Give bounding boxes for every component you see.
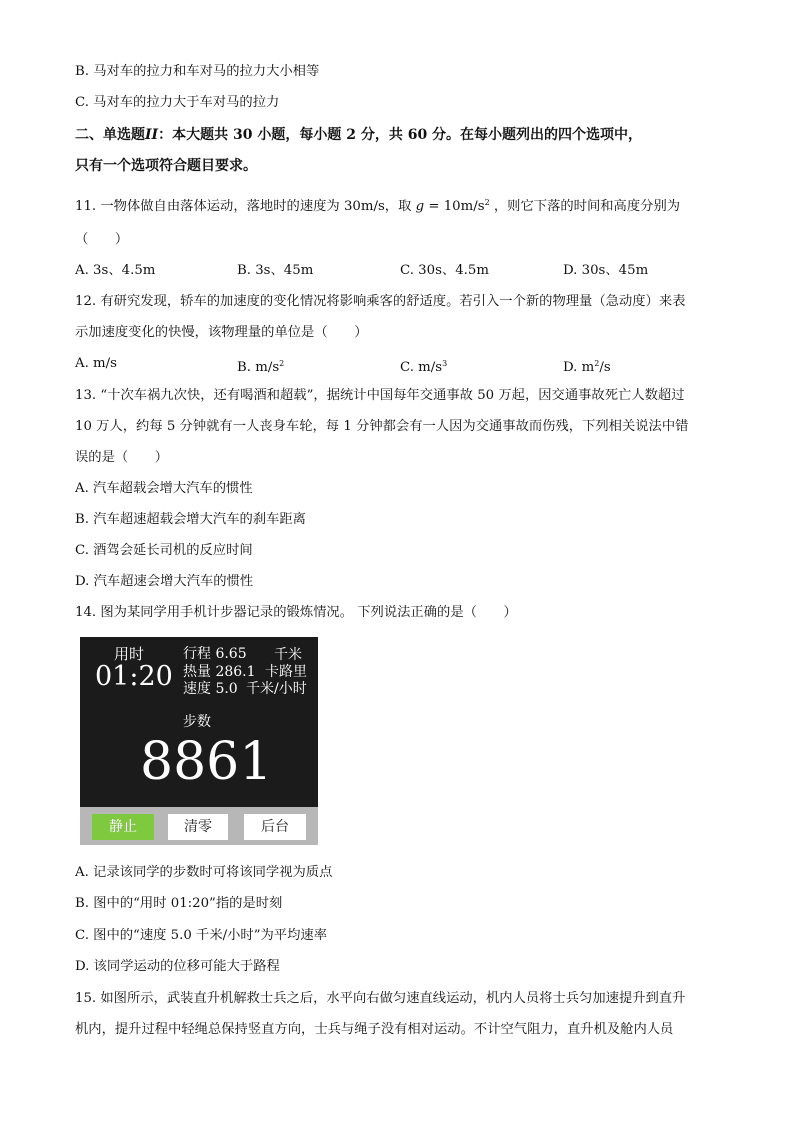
q13-option-c: C. 酒驾会延长司机的反应时间 xyxy=(75,543,253,558)
q15-stem-line1: 15. 如图所示，武装直升机解救士兵之后，水平向右做匀速直线运动，机内人员将士兵匀加速提升到直升 xyxy=(75,991,686,1006)
stop-button[interactable]: 静止 xyxy=(92,814,154,840)
q14-option-c: C. 图中的“速度 5.0 千米/小时”为平均速率 xyxy=(75,928,327,943)
calories-unit: 卡路里 xyxy=(265,664,307,680)
time-value: 01:20 xyxy=(95,661,173,692)
q11-stem-start: 11. 一物体做自由落体运动，落地时的速度为 30m/s，取 xyxy=(75,199,416,214)
clear-button[interactable]: 清零 xyxy=(168,814,228,840)
speed-value: 速度 5.0 xyxy=(183,681,238,697)
q12-option-c-text: C. m/s xyxy=(400,360,443,375)
q11-option-c: C. 30s、4.5m xyxy=(400,263,489,278)
q13-stem-line1: 13. “十次车祸九次快，还有喝酒和超载”，据统计中国每年交通事故 50 万起，因交通事故死亡人数超过 xyxy=(75,388,685,403)
q12-option-b-text: B. m/s xyxy=(237,360,280,375)
q12-option-b-exp: 2 xyxy=(279,359,285,368)
q12-option-c-exp: 3 xyxy=(442,359,448,368)
section-heading-roman: II xyxy=(145,127,159,143)
section-heading-prefix: 二、单选题 xyxy=(75,127,145,143)
q11-g-exponent: 2 xyxy=(484,198,490,207)
q11-g-symbol: g xyxy=(415,199,425,214)
q11-option-b: B. 3s、45m xyxy=(237,263,314,278)
q14-option-a: A. 记录该同学的步数时可将该同学视为质点 xyxy=(75,865,333,880)
q13-stem-line3: 误的是（ ） xyxy=(75,450,169,465)
section-heading-line1 xyxy=(75,126,642,144)
q11-option-a: A. 3s、4.5m xyxy=(75,263,156,278)
q11-paren: （ ） xyxy=(75,232,129,247)
speed-unit: 千米/小时 xyxy=(246,681,307,697)
section-heading-rest: ：本大题共 30 小题，每小题 2 分，共 60 分。在每小题列出的四个选项中， xyxy=(158,127,643,143)
calories-value: 热量 286.1 xyxy=(183,664,256,680)
q12-option-b xyxy=(237,355,284,377)
q13-option-d: D. 汽车超速会增大汽车的惯性 xyxy=(75,574,254,589)
section-heading-line2: 只有一个选项符合题目要求。 xyxy=(75,158,257,174)
q15-stem-line2: 机内，提升过程中轻绳总保持竖直方向，士兵与绳子没有相对运动。不计空气阻力，直升机及舱内人员 xyxy=(75,1022,674,1037)
distance-unit: 千米 xyxy=(274,647,302,663)
q11-option-d: D. 30s、45m xyxy=(563,263,649,278)
q12-option-d-text: D. m xyxy=(563,360,595,375)
q12-option-a: A. m/s xyxy=(75,356,117,371)
q14-stem: 14. 图为某同学用手机计步器记录的锻炼情况。 下列说法正确的是（ ） xyxy=(75,605,517,620)
q13-stem-line2: 10 万人，约每 5 分钟就有一人丧身车轮，每 1 分钟都会有一人因为交通事故而伤残，下列相关说法中错 xyxy=(75,419,689,434)
q10-option-b: B. 马对车的拉力和车对马的拉力大小相等 xyxy=(75,64,320,79)
q11-stem xyxy=(75,194,680,216)
q11-g-value: = 10m/s xyxy=(424,199,485,214)
steps-label: 步数 xyxy=(183,714,211,730)
q11-stem-end: ，则它下落的时间和高度分别为 xyxy=(489,199,681,214)
q14-option-d: D. 该同学运动的位移可能大于路程 xyxy=(75,959,280,974)
q10-option-c: C. 马对车的拉力大于车对马的拉力 xyxy=(75,95,280,110)
q12-option-d-tail: /s xyxy=(599,360,611,375)
q12-option-c xyxy=(400,355,447,377)
q14-option-b: B. 图中的“用时 01:20”指的是时刻 xyxy=(75,896,283,911)
pedometer-figure xyxy=(80,637,318,845)
background-button[interactable]: 后台 xyxy=(244,814,306,840)
q13-option-a: A. 汽车超载会增大汽车的惯性 xyxy=(75,481,253,496)
distance-value: 行程 6.65 xyxy=(183,646,247,662)
q12-stem-line1: 12. 有研究发现，轿车的加速度的变化情况将影响乘客的舒适度。若引入一个新的物理量（急动度）来表 xyxy=(75,294,686,309)
q12-option-d xyxy=(563,355,611,377)
q12-stem-line2: 示加速度变化的快慢，该物理量的单位是（ ） xyxy=(75,325,368,340)
q12-option-d-exp: 2 xyxy=(594,359,600,368)
q13-option-b: B. 汽车超速超载会增大汽车的刹车距离 xyxy=(75,512,306,527)
steps-value: 8861 xyxy=(140,732,273,792)
time-label: 用时 xyxy=(114,645,145,663)
